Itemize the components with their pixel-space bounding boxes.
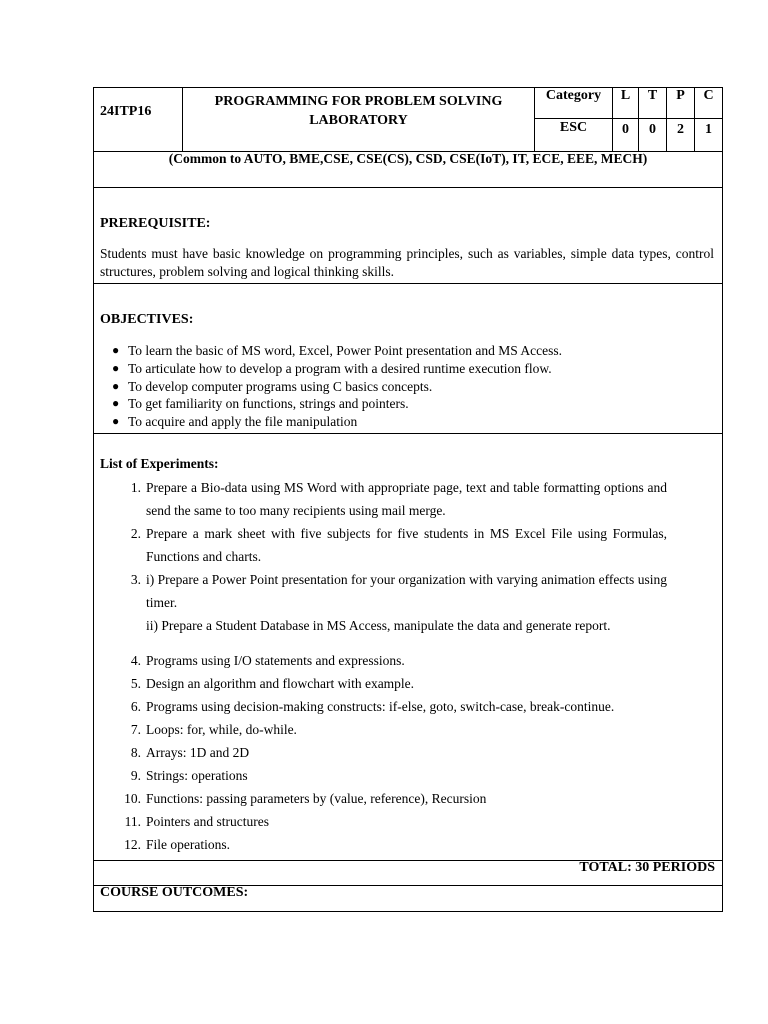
bullet-icon: ● (112, 414, 120, 429)
syllabus-table (93, 87, 723, 912)
item-number: 7. (130, 722, 141, 737)
ltpc-value-l: 0 (622, 122, 629, 137)
objectives-heading: OBJECTIVES: (100, 312, 194, 327)
list-item (100, 395, 562, 413)
item-number: 3. (130, 572, 141, 587)
divider (93, 187, 723, 188)
list-item (100, 695, 667, 718)
item-number: 1. (130, 480, 141, 495)
course-outcomes-heading: COURSE OUTCOMES: (100, 885, 249, 900)
objective-text: To develop computer programs using C basics concepts. (128, 378, 433, 394)
ltpc-value-p: 2 (677, 122, 684, 137)
bullet-icon: ● (112, 378, 120, 393)
bullet-icon: ● (112, 360, 120, 375)
list-item (100, 810, 667, 833)
item-text: Programs using decision-making constructs: if-else, goto, switch-case, break-continue. (146, 699, 615, 714)
divider (93, 433, 723, 434)
list-item (100, 614, 667, 637)
item-number: 8. (130, 745, 141, 760)
list-item (100, 764, 667, 787)
category-label: Category (545, 88, 602, 103)
common-to-departments: (Common to AUTO, BME,CSE, CSE(CS), CSD, CSE(IoT), IT, ECE, EEE, MECH) (168, 151, 648, 166)
item-text: Functions: passing parameters by (value, reference), Recursion (146, 791, 487, 806)
list-item (100, 378, 562, 396)
border-right (722, 87, 723, 912)
list-item (100, 649, 667, 672)
prerequisite-text: Students must have basic knowledge on programming principles, such as variables, simple data types, control structures, problem solving and logical thinking skills. (100, 246, 714, 279)
item-number: 12. (124, 837, 141, 852)
item-number: 4. (130, 653, 141, 668)
item-text: Strings: operations (146, 768, 248, 783)
list-item (100, 741, 667, 764)
item-number: 11. (124, 814, 141, 829)
item-text: Arrays: 1D and 2D (146, 745, 250, 760)
item-text: Prepare a mark sheet with five subjects for five students in MS Excel File using Formulas, Functions and charts. (146, 526, 667, 564)
divider (93, 283, 723, 284)
objective-text: To learn the basic of MS word, Excel, Power Point presentation and MS Access. (128, 343, 562, 358)
total-periods: TOTAL: 30 PERIODS (579, 860, 715, 875)
category-value: ESC (559, 120, 588, 135)
item-number: 9. (130, 768, 141, 783)
list-item (100, 568, 667, 614)
list-item (100, 476, 667, 522)
item-number: 2. (130, 526, 141, 541)
ltpc-label-l: L (620, 88, 631, 103)
experiments-list (100, 476, 667, 856)
item-text: Pointers and structures (146, 814, 269, 829)
list-item (100, 672, 667, 695)
objectives-list (100, 342, 562, 431)
list-item (100, 342, 562, 360)
ltpc-value-c: 1 (705, 122, 712, 137)
item-text: i) Prepare a Power Point presentation for your organization with varying animation effects using timer. (146, 572, 667, 610)
item-number: 10. (124, 791, 141, 806)
item-number: 5. (130, 676, 141, 691)
list-item (100, 718, 667, 741)
ltpc-label-c: C (703, 88, 714, 103)
item-text: Programs using I/O statements and expressions. (146, 653, 405, 668)
item-number: 6. (130, 699, 141, 714)
border-left (93, 87, 94, 912)
divider (534, 118, 722, 119)
objective-text: To articulate how to develop a program with a desired runtime execution flow. (128, 360, 552, 376)
item-text: Prepare a Bio-data using MS Word with appropriate page, text and table formatting options and send the same to too many recipients using mail merge. (146, 480, 667, 518)
objective-text: To get familiarity on functions, strings and pointers. (128, 396, 409, 412)
list-item (100, 360, 562, 378)
item-text: ii) Prepare a Student Database in MS Access, manipulate the data and generate report. (146, 618, 611, 633)
course-title-line2: LABORATORY (309, 113, 408, 128)
list-item (100, 787, 667, 810)
ltpc-label-t: T (647, 88, 658, 103)
experiments-heading: List of Experiments: (100, 456, 219, 471)
objective-text: To acquire and apply the file manipulation (128, 414, 358, 430)
item-text: Design an algorithm and flowchart with example. (146, 676, 415, 691)
item-text: File operations. (146, 837, 230, 852)
bullet-icon: ● (112, 396, 120, 411)
ltpc-value-t: 0 (649, 122, 656, 137)
border-bottom (93, 911, 723, 912)
ltpc-label-p: P (676, 88, 685, 103)
list-item (100, 413, 562, 431)
bullet-icon: ● (112, 343, 120, 357)
course-title-line1: PROGRAMMING FOR PROBLEM SOLVING (214, 94, 503, 109)
course-code: 24ITP16 (100, 104, 152, 119)
list-item (100, 833, 667, 856)
prerequisite-heading: PREREQUISITE: (100, 216, 211, 231)
list-item (100, 522, 667, 568)
item-text: Loops: for, while, do-while. (146, 722, 297, 737)
